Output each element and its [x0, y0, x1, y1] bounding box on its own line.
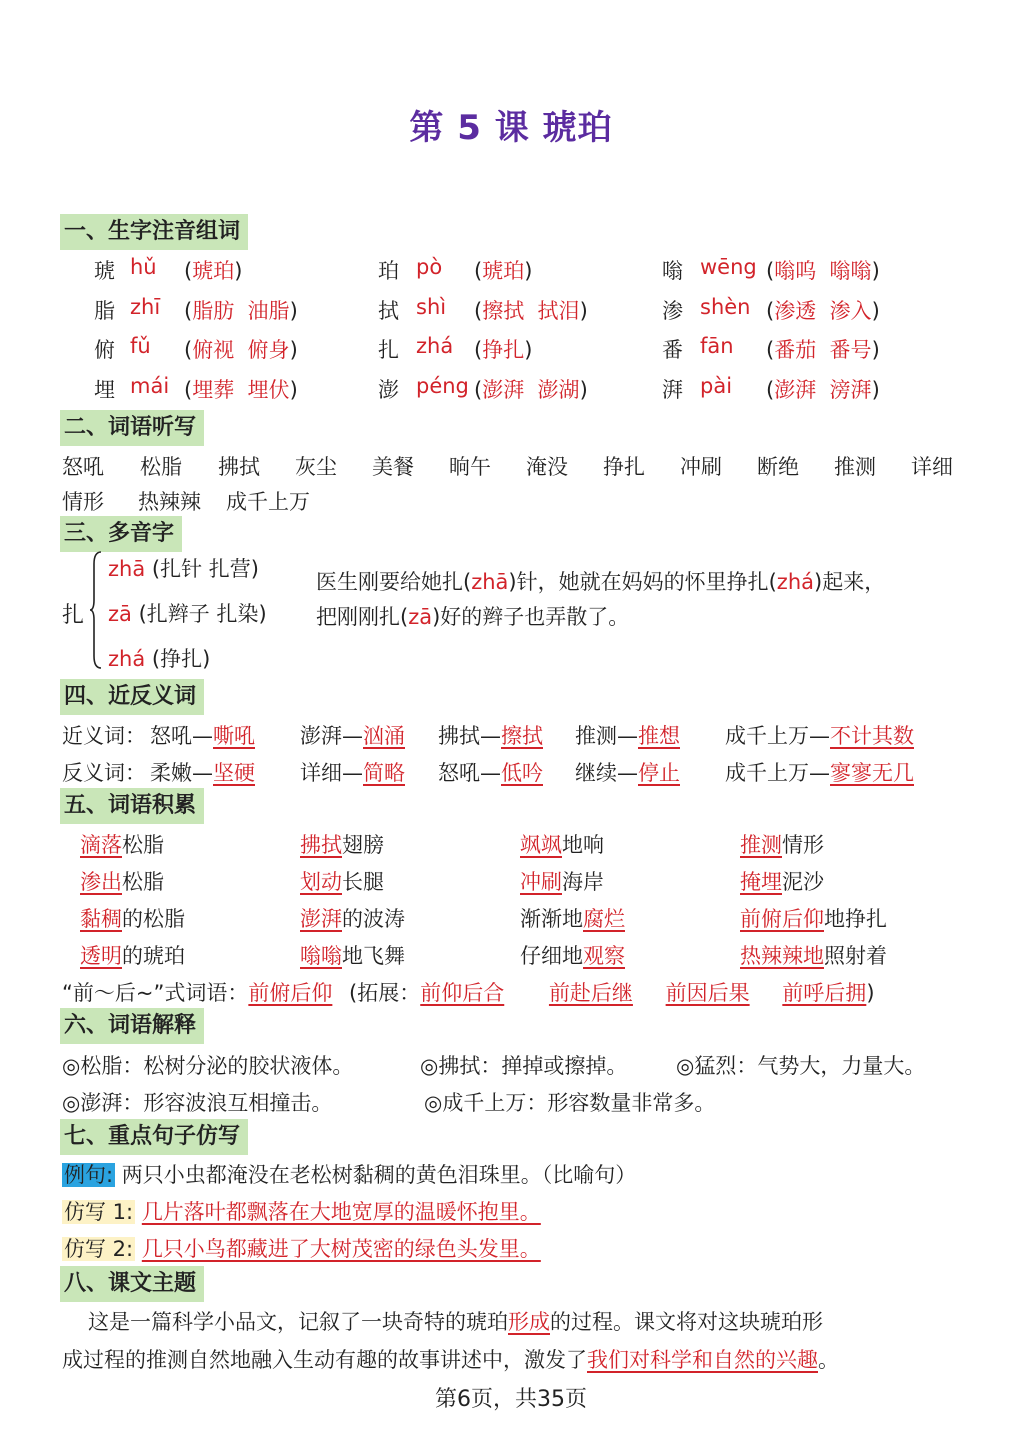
- polyphone-char: 扎: [62, 603, 85, 628]
- word-pair: 成千上万—寥寥无几: [725, 761, 914, 785]
- dictation-word: 成千上万: [226, 490, 310, 514]
- accum-item: 滴落松脂: [80, 833, 164, 857]
- polyphone-reading-1: zhā (扎针 扎营): [108, 557, 259, 581]
- theme-line-1: 这是一篇科学小品文，记叙了一块奇特的琥珀形成的过程。课文将对这块琥珀形: [88, 1310, 823, 1334]
- accum-item: 冲刷海岸: [520, 870, 604, 894]
- section-heading-7: 七、重点句子仿写: [60, 1119, 248, 1155]
- theme-line-2: 成过程的推测自然地融入生动有趣的故事讲述中，激发了我们对科学和自然的兴趣。: [62, 1348, 839, 1372]
- words-8: (番茄 番号): [766, 338, 880, 362]
- polyphone-sentence-1: 医生刚要给她扎(zhā)针，她就在妈妈的怀里挣扎(zhá)起来，: [316, 570, 886, 594]
- polyphone-sentence-2: 把刚刚扎(zā)好的辫子也弄散了。: [316, 605, 630, 629]
- explain-4: ◎澎湃：形容波浪互相撞击。: [62, 1091, 333, 1115]
- char-2: 嗡: [662, 259, 683, 283]
- imitation-1: 仿写 1: 几片落叶都飘落在大地宽厚的温暖怀抱里。: [64, 1200, 541, 1224]
- explain-5: ◎成千上万：形容数量非常多。: [424, 1091, 716, 1115]
- accum-item: 黏稠的松脂: [80, 907, 185, 931]
- row-label: 反义词：: [62, 761, 146, 785]
- pinyin-5: shèn: [700, 295, 751, 319]
- char-5: 渗: [662, 299, 683, 323]
- word-pair: 详细—简略: [300, 761, 405, 785]
- pinyin-2: wēng: [700, 255, 757, 279]
- pinyin-9: mái: [130, 374, 170, 398]
- char-7: 扎: [378, 338, 399, 362]
- word-pair: 继续—停止: [575, 761, 680, 785]
- word-pair: 澎湃—汹涌: [300, 724, 405, 748]
- words-2: (嗡呜 嗡嗡): [766, 259, 880, 283]
- words-1: (琥珀): [474, 259, 533, 283]
- accum-item: 飒飒地响: [520, 833, 604, 857]
- accum-item: 前俯后仰地挣扎: [740, 907, 887, 931]
- accum-item: 澎湃的波涛: [300, 907, 405, 931]
- words-0: (琥珀): [184, 259, 243, 283]
- brace-icon: [90, 550, 102, 670]
- char-10: 澎: [378, 378, 399, 402]
- pinyin-8: fān: [700, 334, 734, 358]
- words-7: (挣扎): [474, 338, 533, 362]
- char-1: 珀: [378, 259, 399, 283]
- char-9: 埋: [94, 378, 115, 402]
- dictation-word: 松脂: [140, 455, 182, 479]
- word-pair: 怒吼—嘶吼: [150, 724, 255, 748]
- qianhou-line: “前～后~”式词语：前俯后仰 (拓展：前仰后合 前赴后继 前因后果 前呼后拥): [62, 981, 875, 1005]
- words-11: (澎湃 滂湃): [766, 378, 880, 402]
- word-pair: 拂拭—擦拭: [438, 724, 543, 748]
- char-0: 琥: [94, 259, 115, 283]
- accum-item: 仔细地观察: [520, 944, 625, 968]
- pinyin-4: shì: [416, 295, 447, 319]
- section-heading-3: 三、多音字: [60, 516, 182, 552]
- accum-item: 划动长腿: [300, 870, 384, 894]
- row-label: 近义词：: [62, 724, 146, 748]
- explain-2: ◎拂拭：掸掉或擦掉。: [420, 1054, 628, 1078]
- char-8: 番: [662, 338, 683, 362]
- section-heading-2: 二、词语听写: [60, 410, 204, 446]
- dictation-word: 灰尘: [295, 455, 337, 479]
- word-pair: 成千上万—不计其数: [725, 724, 914, 748]
- pinyin-7: zhá: [416, 334, 454, 358]
- dictation-word: 热辣辣: [138, 490, 201, 514]
- word-pair: 推测—推想: [575, 724, 680, 748]
- dictation-word: 断绝: [757, 455, 799, 479]
- accum-item: 推测情形: [740, 833, 824, 857]
- dictation-word: 情形: [62, 490, 104, 514]
- imitation-2: 仿写 2: 几只小鸟都藏进了大树茂密的绿色头发里。: [64, 1237, 541, 1261]
- char-4: 拭: [378, 299, 399, 323]
- explain-1: ◎松脂：松树分泌的胶状液体。: [62, 1054, 354, 1078]
- pinyin-10: péng: [416, 374, 469, 398]
- dictation-word: 淹没: [526, 455, 568, 479]
- accum-item: 渐渐地腐烂: [520, 907, 625, 931]
- page-footer: 第6页，共35页: [435, 1387, 587, 1412]
- words-3: (脂肪 油脂): [184, 299, 298, 323]
- dictation-word: 推测: [834, 455, 876, 479]
- accum-item: 嗡嗡地飞舞: [300, 944, 405, 968]
- polyphone-reading-2: zā (扎辫子 扎染): [108, 602, 267, 626]
- pinyin-1: pò: [416, 255, 443, 279]
- dictation-word: 怒吼: [62, 455, 104, 479]
- section-heading-6: 六、词语解释: [60, 1008, 204, 1044]
- words-6: (俯视 俯身): [184, 338, 298, 362]
- char-11: 湃: [662, 378, 683, 402]
- word-pair: 柔嫩—坚硬: [150, 761, 255, 785]
- words-4: (擦拭 拭泪): [474, 299, 588, 323]
- dictation-word: 详细: [911, 455, 953, 479]
- char-3: 脂: [94, 299, 115, 323]
- accum-item: 掩埋泥沙: [740, 870, 824, 894]
- section-heading-1: 一、生字注音组词: [60, 214, 248, 250]
- accum-item: 拂拭翅膀: [300, 833, 384, 857]
- accum-item: 透明的琥珀: [80, 944, 185, 968]
- example-sentence: 例句: 两只小虫都淹没在老松树黏稠的黄色泪珠里。（比喻句）: [64, 1163, 637, 1187]
- dictation-word: 美餐: [372, 455, 414, 479]
- words-5: (渗透 渗入): [766, 299, 880, 323]
- dictation-word: 挣扎: [603, 455, 645, 479]
- section-heading-8: 八、课文主题: [60, 1266, 204, 1302]
- polyphone-reading-3: zhá (挣扎): [108, 647, 211, 671]
- page-title: 第 5 课 琥珀: [409, 108, 613, 148]
- section-heading-5: 五、词语积累: [60, 788, 204, 824]
- dictation-word: 拂拭: [218, 455, 260, 479]
- words-10: (澎湃 澎湖): [474, 378, 588, 402]
- word-pair: 怒吼—低吟: [438, 761, 543, 785]
- dictation-word: 冲刷: [680, 455, 722, 479]
- explain-3: ◎猛烈：气势大，力量大。: [676, 1054, 926, 1078]
- accum-item: 热辣辣地照射着: [740, 944, 887, 968]
- accum-item: 渗出松脂: [80, 870, 164, 894]
- section-heading-4: 四、近反义词: [60, 679, 204, 715]
- pinyin-11: pài: [700, 374, 733, 398]
- char-6: 俯: [94, 338, 115, 362]
- dictation-word: 晌午: [449, 455, 491, 479]
- pinyin-3: zhī: [130, 295, 161, 319]
- pinyin-6: fǔ: [130, 334, 151, 358]
- pinyin-0: hǔ: [130, 255, 157, 279]
- words-9: (埋葬 埋伏): [184, 378, 298, 402]
